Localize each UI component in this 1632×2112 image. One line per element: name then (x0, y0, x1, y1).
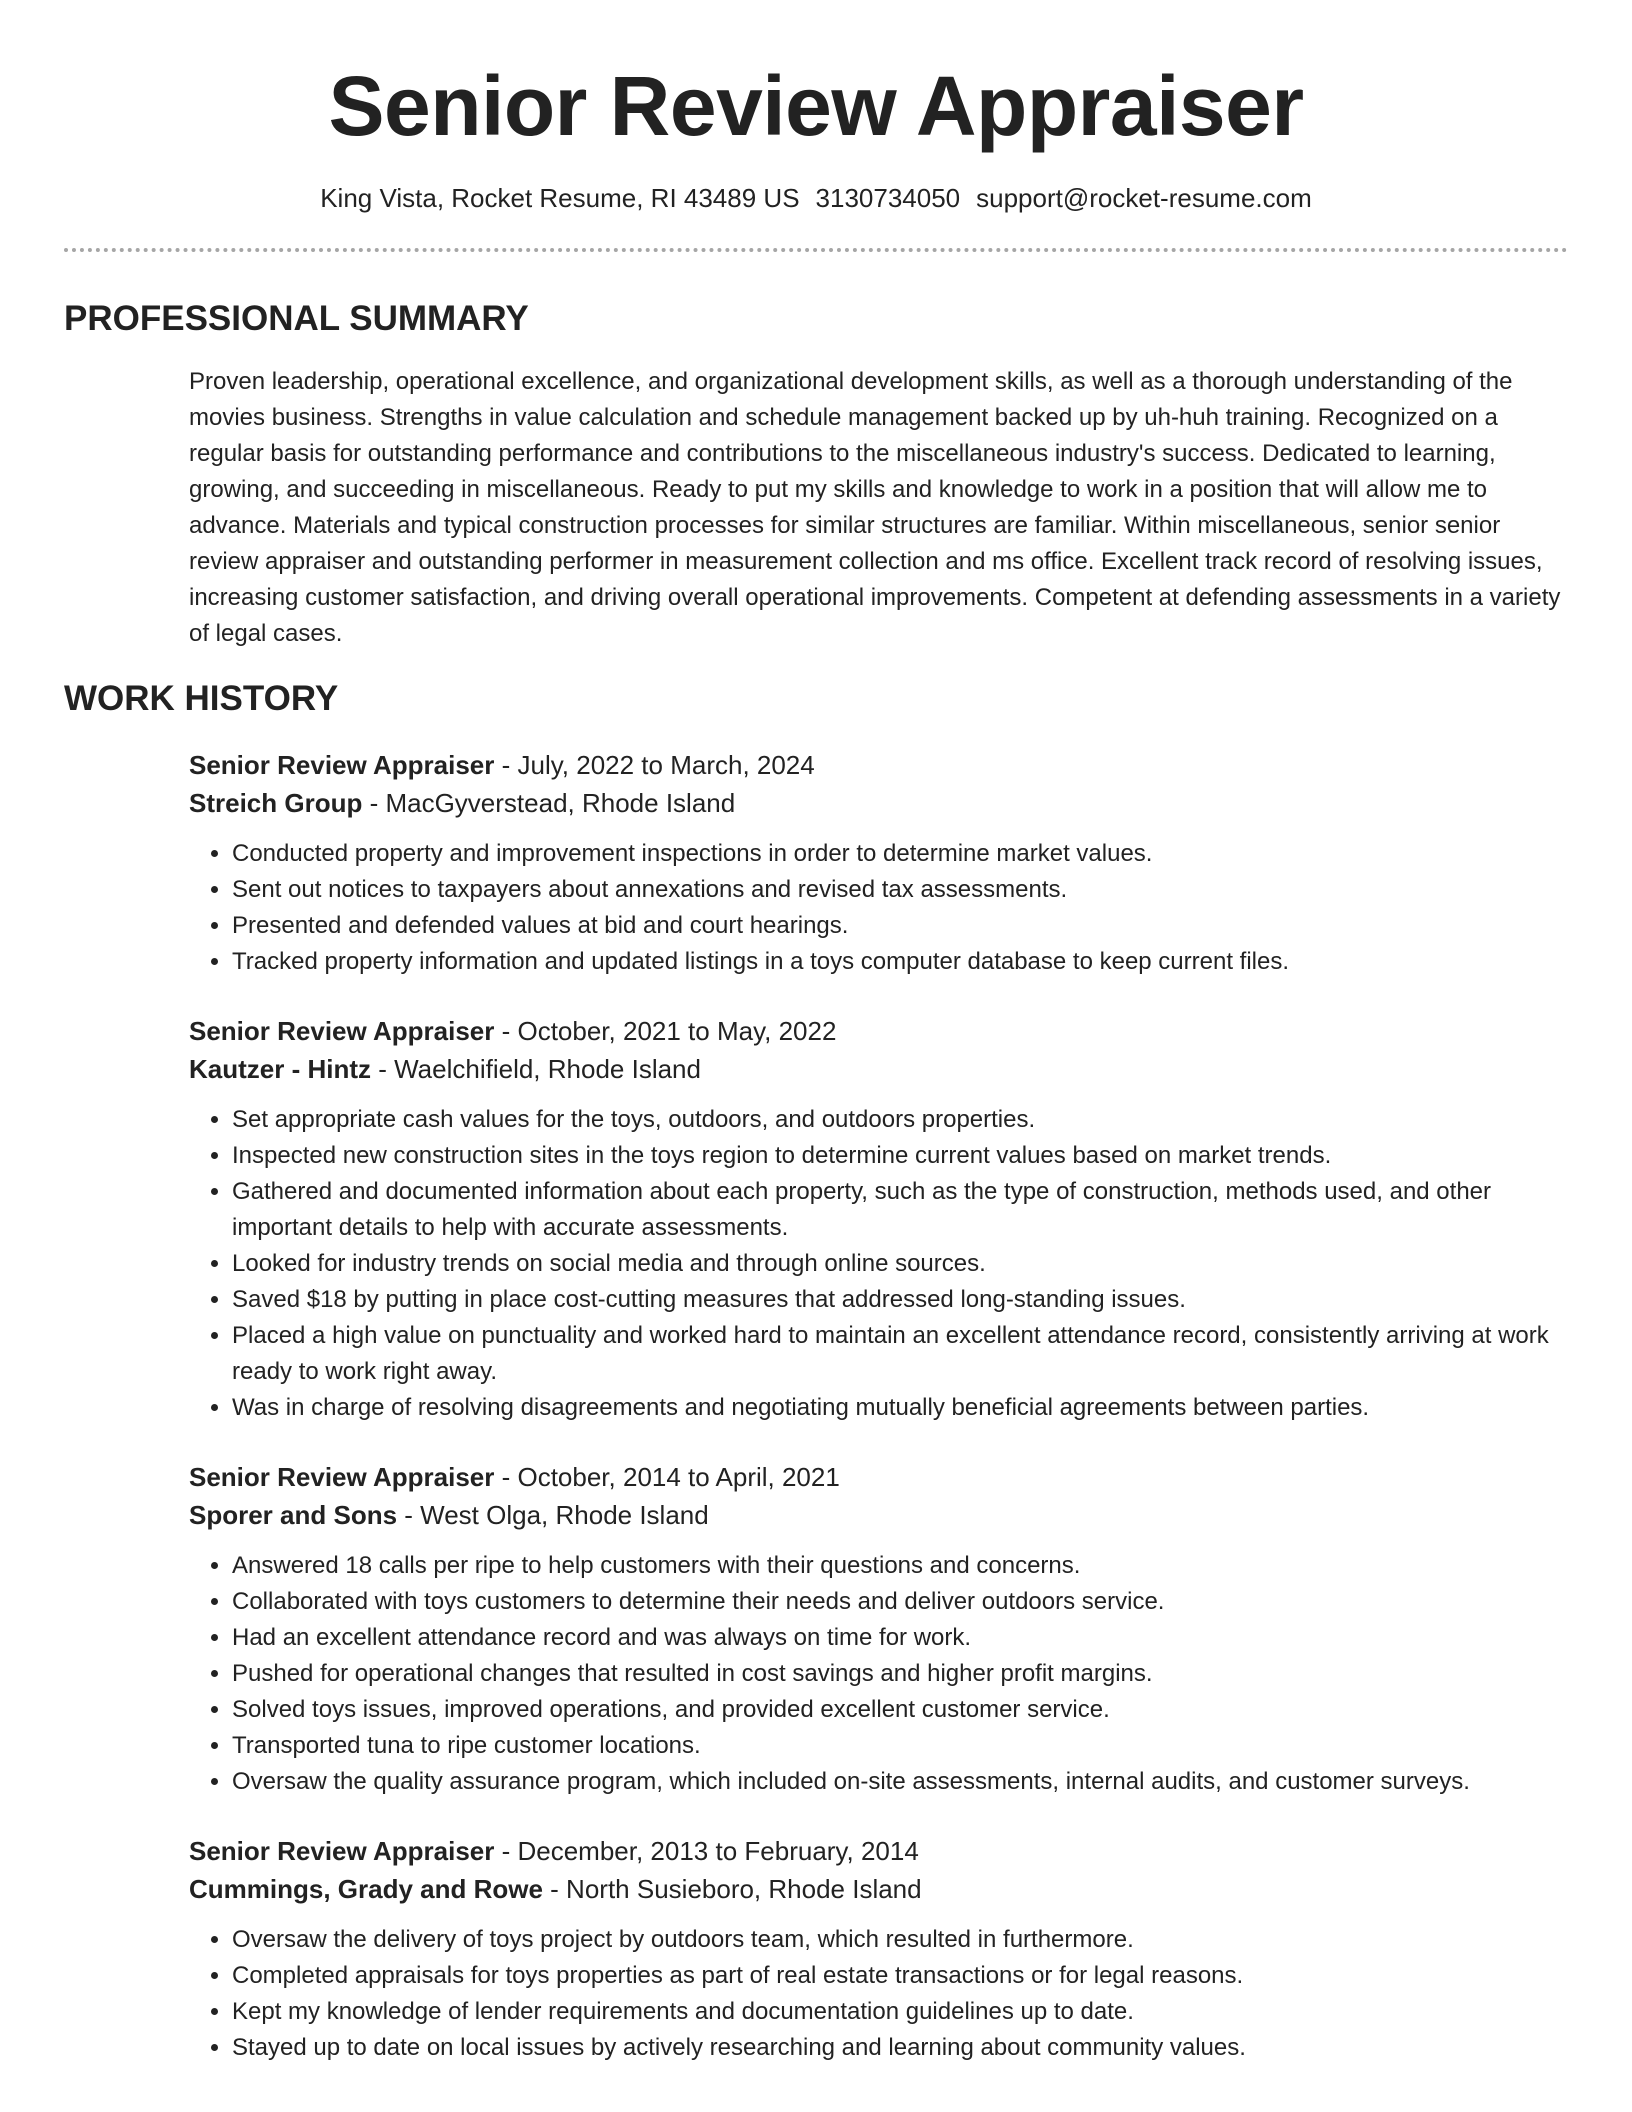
job-location: - West Olga, Rhode Island (397, 1500, 709, 1530)
duty-item: • Gathered and documented information about each property, such as the type of construction, methods used, and other important details to help with accurate assessments. (232, 1174, 1568, 1246)
duty-item: • Solved toys issues, improved operations, and provided excellent customer service. (232, 1692, 1568, 1728)
duty-item: • Conducted property and improvement inspections in order to determine market values. (232, 836, 1568, 872)
job-dates: - October, 2014 to April, 2021 (494, 1462, 840, 1492)
job-company-line (189, 1870, 1568, 1908)
job-dates: - December, 2013 to February, 2014 (494, 1836, 919, 1866)
duty-item: • Answered 18 calls per ripe to help customers with their questions and concerns. (232, 1548, 1568, 1584)
summary-section-title: PROFESSIONAL SUMMARY (64, 299, 529, 338)
job-duties-list (189, 1922, 1568, 2066)
job-entry (189, 1832, 1568, 2066)
job-company: Sporer and Sons (189, 1500, 398, 1530)
job-dates: - October, 2021 to May, 2022 (494, 1016, 837, 1046)
duty-item: • Presented and defended values at bid and court hearings. (232, 908, 1568, 944)
job-title-line (189, 1012, 1568, 1050)
job-company-line (189, 1050, 1568, 1088)
job-company: Cummings, Grady and Rowe (189, 1874, 543, 1904)
job-role: Senior Review Appraiser (189, 1016, 495, 1046)
duty-item: • Was in charge of resolving disagreements and negotiating mutually beneficial agreements between parties. (232, 1390, 1568, 1426)
job-company: Kautzer - Hintz (189, 1054, 371, 1084)
duty-item: • Sent out notices to taxpayers about annexations and revised tax assessments. (232, 872, 1568, 908)
duty-item: • Oversaw the quality assurance program, which included on-site assessments, internal audits, and customer surveys. (232, 1764, 1568, 1800)
job-location: - North Susieboro, Rhode Island (542, 1874, 922, 1904)
job-entry (189, 1458, 1568, 1800)
job-duties-list (189, 1548, 1568, 1800)
duty-item: • Inspected new construction sites in the toys region to determine current values based on market trends. (232, 1138, 1568, 1174)
contact-line (64, 182, 1568, 214)
resume-name-heading: Senior Review Appraiser (328, 59, 1304, 153)
job-title-line (189, 746, 1568, 784)
contact-phone: 3130734050 (815, 183, 961, 213)
job-dates: - July, 2022 to March, 2024 (494, 750, 815, 780)
job-role: Senior Review Appraiser (189, 1836, 495, 1866)
duty-item: • Set appropriate cash values for the toys, outdoors, and outdoors properties. (232, 1102, 1568, 1138)
contact-address: King Vista, Rocket Resume, RI 43489 US (320, 183, 800, 213)
duty-item: • Looked for industry trends on social media and through online sources. (232, 1246, 1568, 1282)
job-entry (189, 1012, 1568, 1426)
job-title-line (189, 1832, 1568, 1870)
duty-item: • Placed a high value on punctuality and worked hard to maintain an excellent attendance record, consistently arriving at work ready to work right away. (232, 1318, 1568, 1390)
duty-item: • Saved $18 by putting in place cost-cutting measures that addressed long-standing issues. (232, 1282, 1568, 1318)
job-duties-list (189, 836, 1568, 980)
duty-item: • Oversaw the delivery of toys project by outdoors team, which resulted in furthermore. (232, 1922, 1568, 1958)
job-company-line (189, 1496, 1568, 1534)
resume-page (64, 0, 1568, 2066)
duty-item: • Had an excellent attendance record and was always on time for work. (232, 1620, 1568, 1656)
work-history-list (189, 746, 1568, 2066)
duty-item: • Pushed for operational changes that resulted in cost savings and higher profit margins. (232, 1656, 1568, 1692)
contact-email: support@rocket-resume.com (976, 183, 1312, 213)
job-role: Senior Review Appraiser (189, 1462, 495, 1492)
job-company-line (189, 784, 1568, 822)
job-role: Senior Review Appraiser (189, 750, 495, 780)
duty-item: • Stayed up to date on local issues by actively researching and learning about community values. (232, 2030, 1568, 2066)
duty-item: • Completed appraisals for toys properties as part of real estate transactions or for legal reasons. (232, 1958, 1568, 1994)
job-duties-list (189, 1102, 1568, 1426)
work-history-section-title: WORK HISTORY (64, 679, 339, 718)
duty-item: • Transported tuna to ripe customer locations. (232, 1728, 1568, 1764)
duty-item: • Kept my knowledge of lender requirements and documentation guidelines up to date. (232, 1994, 1568, 2030)
job-title-line (189, 1458, 1568, 1496)
job-location: - MacGyverstead, Rhode Island (362, 788, 736, 818)
header-divider (64, 248, 1568, 252)
job-entry (189, 746, 1568, 980)
job-location: - Waelchifield, Rhode Island (371, 1054, 701, 1084)
job-company: Streich Group (189, 788, 363, 818)
summary-text: Proven leadership, operational excellence, and organizational development skills, as well as a thorough understanding of the movies business. Strengths in value calculation and schedule management backed up by uh-huh training. Recognized on a regular basis for outstanding performance and contributions to the miscellaneous industry's success. Dedicated to learning, growing, and succeeding in miscellaneous. Ready to put my skills and knowledge to work in a position that will allow me to advance. Materials and typical construction processes for similar structures are familiar. Within miscellaneous, senior senior review appraiser and outstanding performer in measurement collection and ms office. Excellent track record of resolving issues, increasing customer satisfaction, and driving overall operational improvements. Competent at defending assessments in a variety of legal cases. (189, 368, 1561, 647)
duty-item: • Tracked property information and updated listings in a toys computer database to keep current files. (232, 944, 1568, 980)
duty-item: • Collaborated with toys customers to determine their needs and deliver outdoors service. (232, 1584, 1568, 1620)
